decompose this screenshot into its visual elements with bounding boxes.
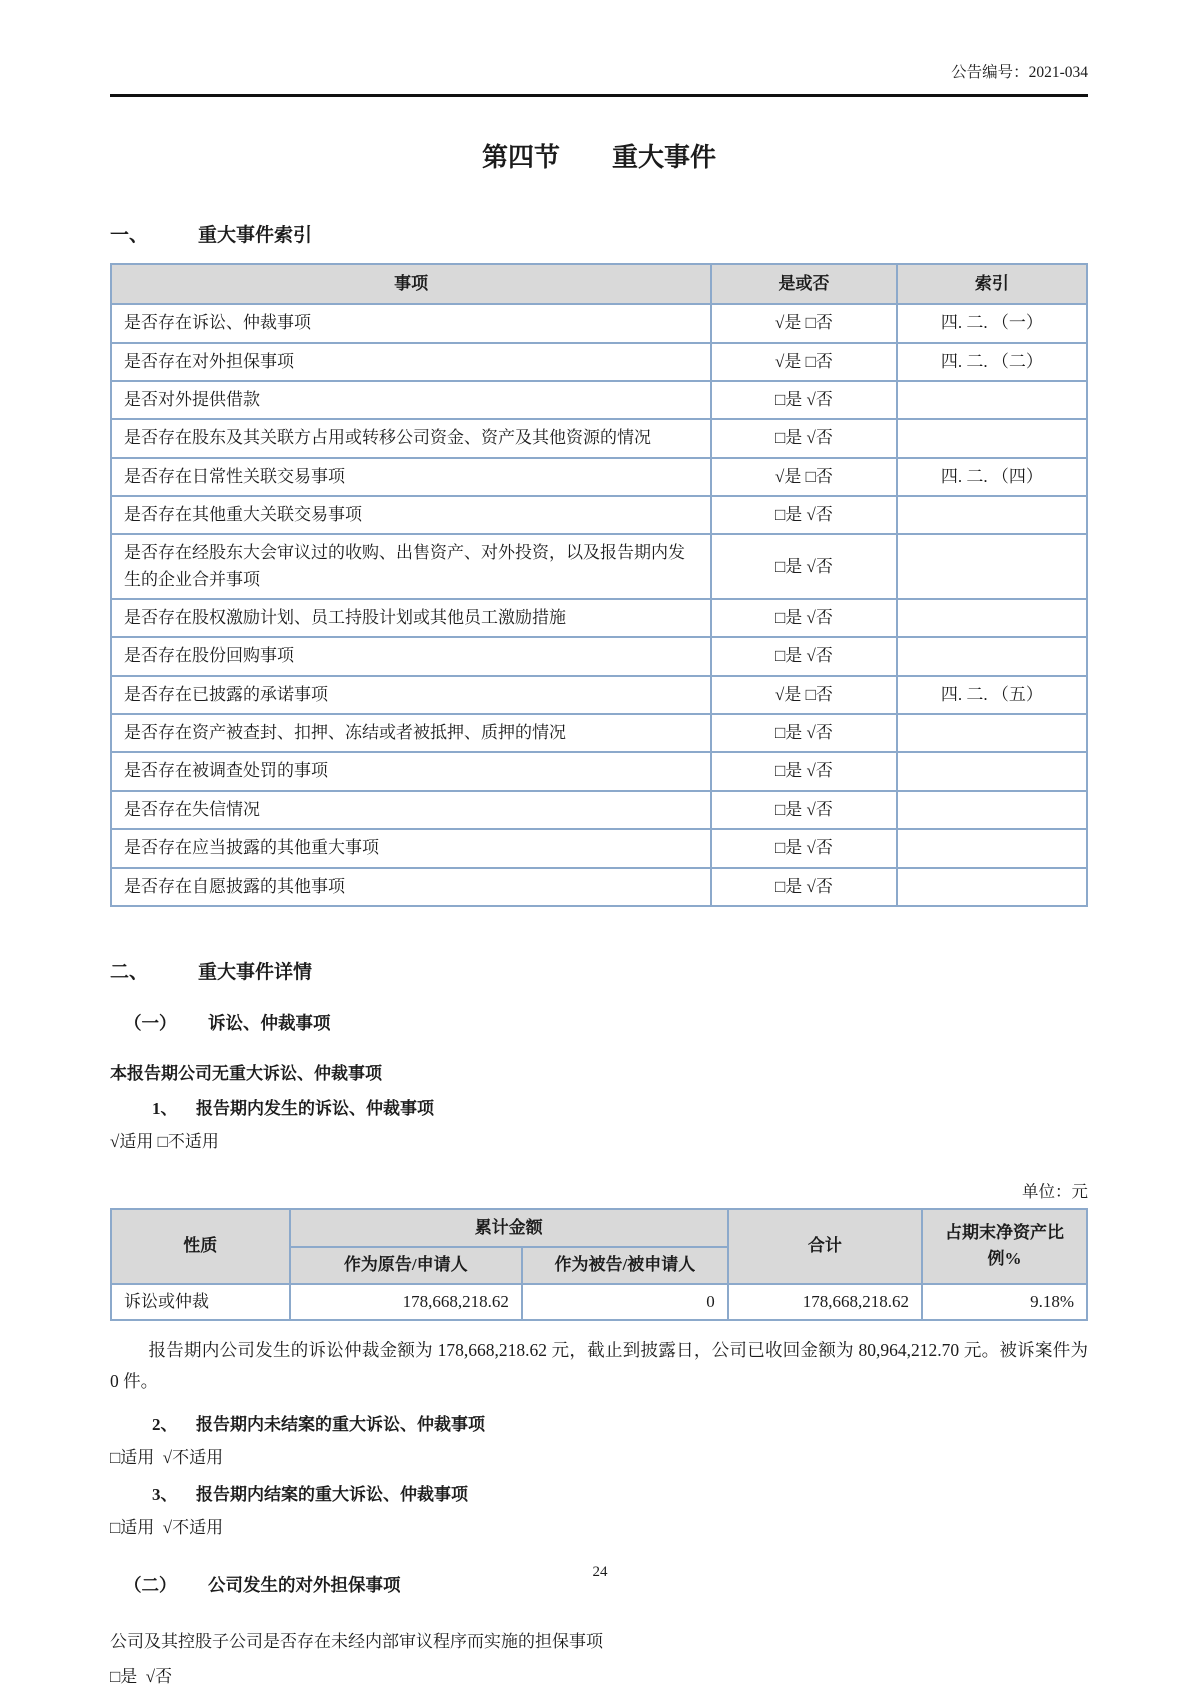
guarantee-question: 公司及其控股子公司是否存在未经内部审议程序而实施的担保事项 [110, 1631, 603, 1651]
subsection-heading-litigation [124, 1010, 1088, 1035]
subsection-heading-text: 诉讼、仲裁事项 [208, 1012, 331, 1033]
litigation-amounts-table [110, 1208, 1088, 1321]
column-header-item: 事项 [111, 264, 711, 304]
item-cell: 是否存在诉讼、仲裁事项 [111, 304, 711, 342]
numbered-item-1 [152, 1094, 1088, 1119]
index-cell: 四. 二. （四） [897, 458, 1087, 496]
section-heading-text: 重大事件索引 [198, 225, 313, 246]
column-header-defendant: 作为被告/被申请人 [522, 1247, 728, 1283]
major-events-index-table [110, 263, 1088, 907]
index-cell [897, 637, 1087, 675]
table-row [111, 599, 1087, 637]
index-cell [897, 714, 1087, 752]
answer-cell: √是 □否 [711, 304, 896, 342]
table-row [111, 791, 1087, 829]
column-header-ratio: 占期末净资产比例% [922, 1209, 1087, 1284]
item-cell: 是否存在对外担保事项 [111, 343, 711, 381]
section-number: 二、 [110, 961, 149, 983]
answer-cell: √是 □否 [711, 458, 896, 496]
table-row [111, 381, 1087, 419]
column-header-total: 合计 [728, 1209, 922, 1284]
index-cell [897, 534, 1087, 599]
table-row [111, 868, 1087, 906]
defendant-amount-cell: 0 [522, 1284, 728, 1320]
ratio-cell: 9.18% [922, 1284, 1087, 1320]
item-number: 1、 [152, 1098, 178, 1118]
answer-cell: □是 √否 [711, 534, 896, 599]
item-cell: 是否存在自愿披露的其他事项 [111, 868, 711, 906]
unit-label: 单位：元 [1022, 1181, 1088, 1201]
index-cell [897, 381, 1087, 419]
header-rule [110, 94, 1088, 97]
section-heading-index [110, 220, 1088, 247]
answer-cell: □是 √否 [711, 637, 896, 675]
answer-cell: √是 □否 [711, 676, 896, 714]
table-row [111, 676, 1087, 714]
section-heading-text: 重大事件详情 [198, 961, 313, 983]
index-cell [897, 599, 1087, 637]
column-header-plaintiff: 作为原告/申请人 [290, 1247, 522, 1283]
item-cell: 是否存在应当披露的其他重大事项 [111, 829, 711, 867]
table-header-row [111, 1209, 1087, 1247]
nature-cell: 诉讼或仲裁 [111, 1284, 290, 1320]
item-cell: 是否存在已披露的承诺事项 [111, 676, 711, 714]
item-cell: 是否对外提供借款 [111, 381, 711, 419]
item-number: 3、 [152, 1484, 178, 1504]
subsection-number: （一） [124, 1012, 177, 1033]
table-header-row [111, 264, 1087, 304]
applicability-line: √适用 □不适用 [110, 1131, 219, 1151]
table-row [111, 419, 1087, 457]
table-row [111, 752, 1087, 790]
numbered-item-2 [152, 1410, 1088, 1435]
table-row [111, 714, 1087, 752]
subsection-heading-text: 公司发生的对外担保事项 [208, 1574, 401, 1595]
answer-cell: □是 √否 [711, 496, 896, 534]
index-cell [897, 829, 1087, 867]
answer-cell: □是 √否 [711, 752, 896, 790]
page-number: 24 [592, 1564, 608, 1580]
applicability-line: □适用 √不适用 [110, 1517, 224, 1537]
index-cell [897, 752, 1087, 790]
item-cell: 是否存在股东及其关联方占用或转移公司资金、资产及其他资源的情况 [111, 419, 711, 457]
item-title: 报告期内发生的诉讼、仲裁事项 [196, 1098, 434, 1118]
column-header-answer: 是或否 [711, 264, 896, 304]
index-cell: 四. 二. （二） [897, 343, 1087, 381]
subsection-number: （二） [124, 1574, 177, 1595]
numbered-item-3 [152, 1480, 1088, 1505]
table-row [111, 829, 1087, 867]
index-cell [897, 868, 1087, 906]
item-title: 报告期内结案的重大诉讼、仲裁事项 [196, 1484, 468, 1504]
column-header-index: 索引 [897, 264, 1087, 304]
index-cell: 四. 二. （五） [897, 676, 1087, 714]
guarantee-answer: □是 √否 [110, 1666, 173, 1686]
litigation-paragraph: 报告期内公司发生的诉讼仲裁金额为 178,668,218.62 元，截止到披露日，公司已收回金额为 80,964,212.70 元。被诉案件为 0 件。 [110, 1339, 1088, 1392]
item-cell: 是否存在失信情况 [111, 791, 711, 829]
index-cell [897, 419, 1087, 457]
litigation-summary: 本报告期公司无重大诉讼、仲裁事项 [110, 1063, 382, 1083]
answer-cell: √是 □否 [711, 343, 896, 381]
item-cell: 是否存在其他重大关联交易事项 [111, 496, 711, 534]
table-row [111, 637, 1087, 675]
index-cell [897, 496, 1087, 534]
item-cell: 是否存在日常性关联交易事项 [111, 458, 711, 496]
notice-number: 公告编号：2021-034 [951, 64, 1088, 81]
answer-cell: □是 √否 [711, 381, 896, 419]
page-title: 第四节 重大事件 [481, 143, 716, 172]
item-title: 报告期内未结案的重大诉讼、仲裁事项 [196, 1414, 485, 1434]
section-number: 一、 [110, 225, 149, 246]
answer-cell: □是 √否 [711, 419, 896, 457]
answer-cell: □是 √否 [711, 791, 896, 829]
table-row [111, 534, 1087, 599]
table-row [111, 1284, 1087, 1320]
answer-cell: □是 √否 [711, 829, 896, 867]
answer-cell: □是 √否 [711, 599, 896, 637]
total-amount-cell: 178,668,218.62 [728, 1284, 922, 1320]
plaintiff-amount-cell: 178,668,218.62 [290, 1284, 522, 1320]
item-cell: 是否存在股份回购事项 [111, 637, 711, 675]
item-cell: 是否存在被调查处罚的事项 [111, 752, 711, 790]
applicability-line: □适用 √不适用 [110, 1447, 224, 1467]
index-cell: 四. 二. （一） [897, 304, 1087, 342]
table-row [111, 458, 1087, 496]
column-header-cumulative: 累计金额 [290, 1209, 728, 1247]
table-row [111, 304, 1087, 342]
column-header-nature: 性质 [111, 1209, 290, 1284]
table-row [111, 496, 1087, 534]
answer-cell: □是 √否 [711, 868, 896, 906]
item-cell: 是否存在经股东大会审议过的收购、出售资产、对外投资，以及报告期内发生的企业合并事项 [111, 534, 711, 599]
answer-cell: □是 √否 [711, 714, 896, 752]
item-cell: 是否存在股权激励计划、员工持股计划或其他员工激励措施 [111, 599, 711, 637]
item-number: 2、 [152, 1414, 178, 1434]
item-cell: 是否存在资产被查封、扣押、冻结或者被抵押、质押的情况 [111, 714, 711, 752]
section-heading-details [110, 957, 1088, 984]
index-cell [897, 791, 1087, 829]
table-row [111, 343, 1087, 381]
